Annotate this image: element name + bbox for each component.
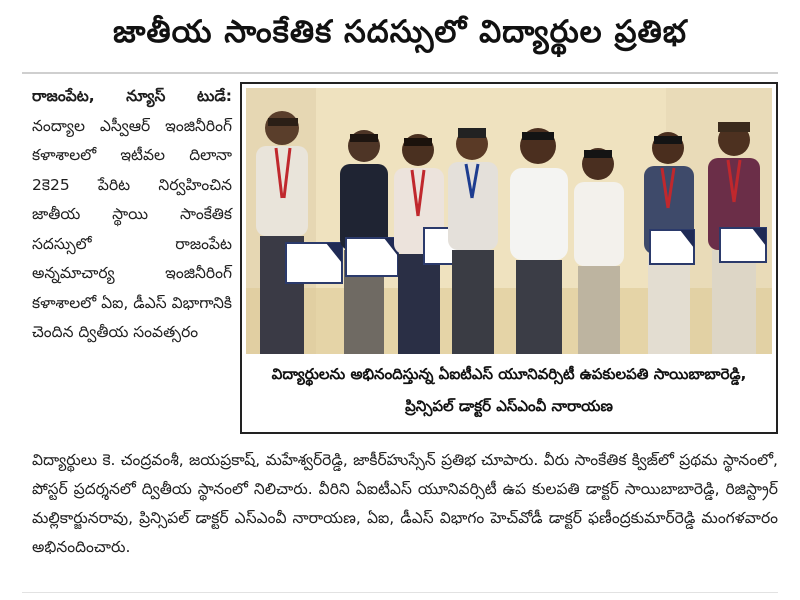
article-intro [32,82,232,348]
group-photo [246,88,772,354]
photo-frame [240,82,778,434]
article-body-column: నంద్యాల ఎస్వీఆర్ ఇంజినీరింగ్ కళాశాలలో ఇటీవల దిలానా 2కె25 పేరిట నిర్వహించిన జాతీయ స్థాయి సాంకేతిక సదస్సులో రాజంపేట అన్నమాచార్య ఇంజినీరింగ్ కళాశాలలో ఏఐ, డీఎస్ విభాగానికి చెందిన ద్వితీయ సంవత్సరం [32,116,232,341]
article-column [32,82,232,348]
headline-divider [22,72,778,74]
person-figure [256,111,308,354]
photo-caption: విద్యార్థులను అభినందిస్తున్న ఏఐటీఎస్ యూనివర్సిటీ ఉపకులపతి సాయిబాబారెడ్డి, ప్రిన్సిపల్ డాక్టర్ ఎస్ఎంవీ నారాయణ [271,365,747,415]
article-body-full: విద్యార్థులు కె. చంద్రవంశీ, జయప్రకాష్, మహేశ్వర్‌రెడ్డి, జాకీర్‌హుస్సేన్ ప్రతిభ చూపారు. వీరు సాంకేతిక క్విజ్‌లో ప్రథమ స్థానంలో, పోస్టర్ ప్రదర్శనలో ద్వితీయ స్థానంలో నిలిచారు. వీరిని ఏఐటీఎస్ యూనివర్సిటీ ఉప కులపతి డాక్టర్ సాయిబాబారెడ్డి, రిజిస్ట్రార్ మల్లికార్జునరావు, ప్రిన్సిపల్ డాక్టర్ ఎస్ఎంవీ నారాయణ, ఏఐ, డీఎస్ విభాగం హెచ్‌వోడీ డాక్టర్ ఫణీంద్రకుమార్‌రెడ్డి మంగళవారం అభినందించారు. [32,451,778,556]
bottom-divider [22,592,778,593]
headline: జాతీయ సాంకేతిక సదస్సులో విద్యార్థుల ప్రతిభ [112,13,687,50]
dateline: రాజంపేట, న్యూస్ టుడే: [32,87,232,105]
